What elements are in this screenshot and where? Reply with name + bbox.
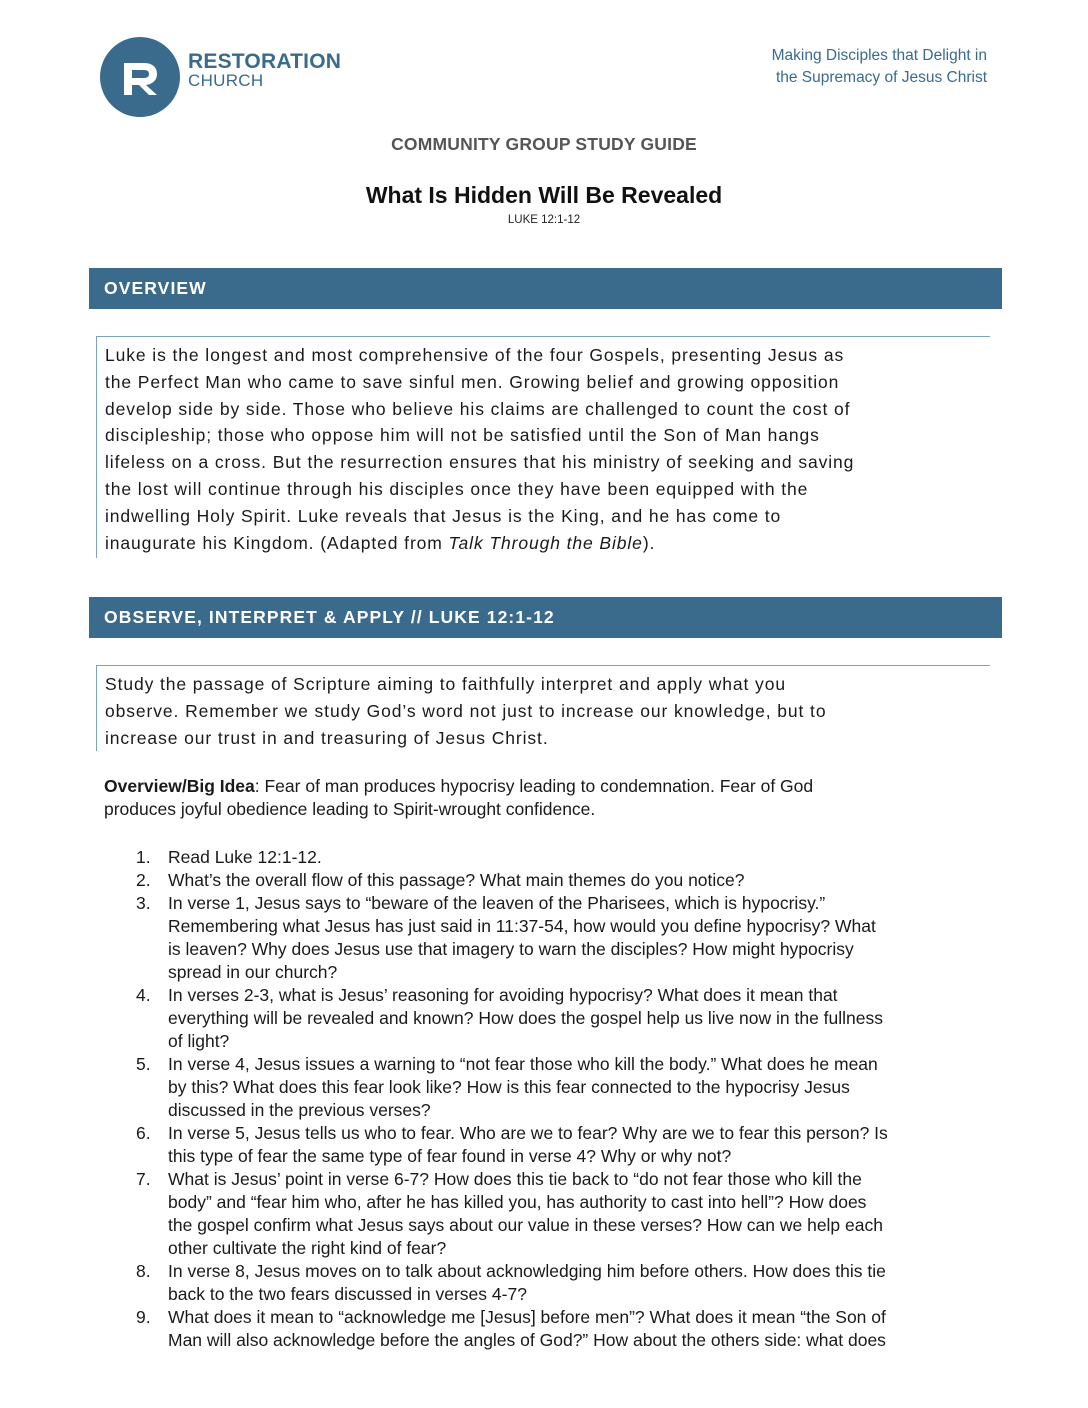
- list-item: [104, 892, 984, 984]
- list-item-number: 6.: [136, 1123, 151, 1143]
- text-line: of light?: [168, 1031, 230, 1051]
- text-line: In verses 2-3, what is Jesus’ reasoning for avoiding hypocrisy? What does it mean that: [168, 985, 838, 1005]
- text-line: develop side by side. Those who believe his claims are challenged to count the cost of: [105, 398, 851, 419]
- text-line: [104, 775, 984, 798]
- text-line: other cultivate the right kind of fear?: [168, 1238, 447, 1258]
- list-item-number: 7.: [136, 1169, 151, 1189]
- book-title: Talk Through the Bible: [448, 532, 643, 553]
- list-item-number: 5.: [136, 1054, 151, 1074]
- list-item-number: 8.: [136, 1261, 151, 1281]
- text-line: Study the passage of Scripture aiming to faithfully interpret and apply what you: [105, 674, 786, 694]
- text-line: Luke is the longest and most comprehensive of the four Gospels, presenting Jesus as: [105, 345, 845, 365]
- church-logo: [100, 37, 400, 119]
- text-line: produces joyful obedience leading to Spirit-wrought confidence.: [104, 799, 596, 819]
- observe-intro-text: [96, 665, 990, 751]
- text-line: the gospel confirm what Jesus says about our value in these verses? How can we help each: [168, 1215, 883, 1235]
- logo-name: RESTORATION: [188, 50, 342, 73]
- text-line: by this? What does this fear look like? How is this fear connected to the hypocrisy Jesus: [168, 1077, 850, 1097]
- list-item-number: 9.: [136, 1307, 151, 1327]
- text-run: ).: [642, 532, 656, 553]
- list-item-number: 1.: [136, 847, 151, 867]
- text-run: inaugurate his Kingdom. (Adapted from: [105, 532, 449, 553]
- big-idea-label: Overview/Big Idea: [104, 776, 255, 796]
- text-line: In verse 4, Jesus issues a warning to “not fear those who kill the body.” What does he mean: [168, 1054, 878, 1074]
- list-item: [104, 1306, 984, 1352]
- text-line: discussed in the previous verses?: [168, 1100, 431, 1120]
- text-line: What does it mean to “acknowledge me [Jesus] before men”? What does it mean “the Son of: [168, 1307, 886, 1327]
- text-line: In verse 1, Jesus says to “beware of the leaven of the Pharisees, which is hypocrisy.”: [168, 893, 826, 913]
- text-line: everything will be revealed and known? How does the gospel help us live now in the fullness: [168, 1008, 884, 1028]
- big-idea: [104, 775, 984, 821]
- overview-text: [96, 336, 990, 558]
- text-line: [105, 530, 990, 557]
- question-list: [104, 846, 984, 1352]
- text-line: body” and “fear him who, after he has killed you, has authority to cast into hell”? How does: [168, 1192, 867, 1212]
- list-item: [104, 869, 984, 892]
- text-line: In verse 5, Jesus tells us who to fear. Who are we to fear? Why are we to fear this person? Is: [168, 1123, 888, 1143]
- section-heading-observe: OBSERVE, INTERPRET & APPLY // LUKE 12:1-12: [89, 597, 1002, 638]
- text-line: spread in our church?: [168, 962, 338, 982]
- list-item: [104, 1053, 984, 1122]
- list-item: [104, 846, 984, 869]
- text-line: What’s the overall flow of this passage? What main themes do you notice?: [168, 870, 745, 890]
- text-line: Remembering what Jesus has just said in 11:37-54, how would you define hypocrisy? What: [168, 916, 876, 936]
- text-line: Read Luke 12:1-12.: [168, 847, 322, 867]
- text-line: What is Jesus’ point in verse 6-7? How does this tie back to “do not fear those who kill the: [168, 1169, 862, 1189]
- text-line: increase our trust in and treasuring of Jesus Christ.: [105, 727, 549, 748]
- text-line: indwelling Holy Spirit. Luke reveals that Jesus is the King, and he has come to: [105, 505, 782, 526]
- text-line: the lost will continue through his disciples once they have been equipped with the: [105, 478, 809, 499]
- page-title: What Is Hidden Will Be Revealed: [365, 182, 723, 208]
- text-line: Man will also acknowledge before the angles of God?” How about the others side: what does: [168, 1330, 886, 1350]
- document-type: COMMUNITY GROUP STUDY GUIDE: [391, 134, 697, 154]
- logo-r-icon: [100, 37, 180, 117]
- text-line: In verse 8, Jesus moves on to talk about acknowledging him before others. How does this tie: [168, 1261, 886, 1281]
- list-item: [104, 1122, 984, 1168]
- list-item: [104, 1168, 984, 1260]
- section-heading-overview: OVERVIEW: [89, 268, 1002, 309]
- tagline: [687, 45, 987, 89]
- text-line: is leaven? Why does Jesus use that imagery to warn the disciples? How might hypocrisy: [168, 939, 854, 959]
- scripture-reference: LUKE 12:1-12: [507, 214, 581, 226]
- tagline-line: Making Disciples that Delight in: [771, 47, 987, 64]
- text-line: lifeless on a cross. But the resurrection ensures that his ministry of seeking and saving: [105, 452, 855, 473]
- list-item-number: 2.: [136, 870, 151, 890]
- list-item: [104, 1260, 984, 1306]
- text-line: observe. Remember we study God’s word not just to increase our knowledge, but to: [105, 700, 827, 721]
- tagline-line: the Supremacy of Jesus Christ: [775, 69, 987, 86]
- list-item-number: 3.: [136, 893, 151, 913]
- text-line: back to the two fears discussed in verses 4-7?: [168, 1284, 527, 1304]
- text-line: the Perfect Man who came to save sinful men. Growing belief and growing opposition: [105, 371, 840, 392]
- list-item-number: 4.: [136, 985, 151, 1005]
- list-item: [104, 984, 984, 1053]
- text-line: discipleship; those who oppose him will not be satisfied until the Son of Man hangs: [105, 425, 820, 446]
- logo-subtitle: CHURCH: [188, 71, 264, 90]
- text-run: : Fear of man produces hypocrisy leading to condemnation. Fear of God: [254, 776, 814, 796]
- text-line: this type of fear the same type of fear found in verse 4? Why or why not?: [168, 1146, 732, 1166]
